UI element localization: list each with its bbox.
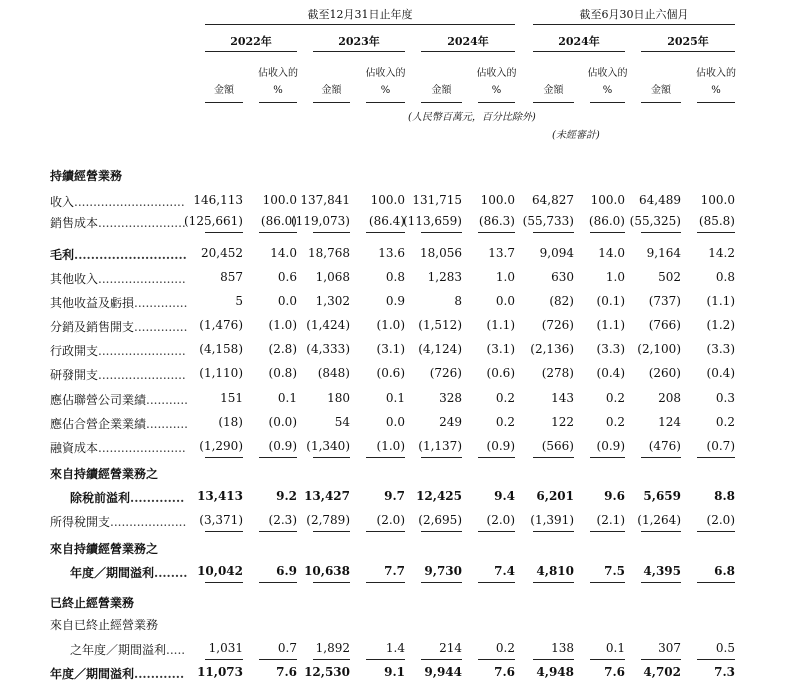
cell-r19-c0: 1,031 xyxy=(208,641,243,655)
cell-r20-c4: 9,944 xyxy=(424,665,462,679)
cell-r6-c5: (1.1) xyxy=(486,318,515,332)
pct-col-rule-4 xyxy=(697,102,735,103)
row-leader-dots-20: ............ xyxy=(134,667,185,681)
cell-r9-c9: 0.3 xyxy=(715,391,735,405)
underline-r19-c9 xyxy=(697,659,735,660)
cell-r7-c5: (3.1) xyxy=(486,342,515,356)
cell-r4-c5: 1.0 xyxy=(495,270,515,284)
cell-r11-c0: (1,290) xyxy=(199,439,243,453)
row-leader-dots-16: ........ xyxy=(154,566,188,580)
cell-r13-c8: 5,659 xyxy=(643,489,681,503)
cell-r6-c6: (726) xyxy=(541,318,574,332)
pct-col-rule-3 xyxy=(590,102,625,103)
cell-r3-c8: 9,164 xyxy=(646,246,681,260)
cell-r11-c8: (476) xyxy=(648,439,681,453)
cell-r1-c6: 64,827 xyxy=(532,193,574,207)
cell-r16-c7: 7.5 xyxy=(604,564,625,578)
cell-r10-c9: 0.2 xyxy=(715,415,735,429)
period-header-june-rule xyxy=(533,24,735,25)
cell-r8-c4: (726) xyxy=(429,366,462,380)
amount-col-rule-2 xyxy=(421,102,462,103)
row-label-text-20: 年度／期間溢利 xyxy=(50,667,135,681)
period-header-december: 截至12月31日止年度 xyxy=(307,8,413,21)
underline-r14-c6 xyxy=(533,531,574,532)
cell-r8-c0: (1,110) xyxy=(199,366,243,380)
cell-r4-c0: 857 xyxy=(220,270,243,284)
cell-r19-c2: 1,892 xyxy=(315,641,350,655)
cell-r7-c0: (4,158) xyxy=(199,342,243,356)
cell-r20-c1: 7.6 xyxy=(276,665,297,679)
pct-col-header-line2-2: % xyxy=(491,85,502,96)
cell-r9-c6: 143 xyxy=(551,391,574,405)
underline-r11-c6 xyxy=(533,457,574,458)
cell-r20-c0: 11,073 xyxy=(197,665,243,679)
row-label-text-5: 其他收益及虧損 xyxy=(50,296,135,310)
underline-r19-c3 xyxy=(366,659,405,660)
underline-r19-c2 xyxy=(313,659,350,660)
cell-r2-c5: (86.3) xyxy=(478,214,515,228)
cell-r1-c4: 131,715 xyxy=(412,193,462,207)
cell-r6-c9: (1.2) xyxy=(706,318,735,332)
cell-r13-c2: 13,427 xyxy=(304,489,350,503)
row-label-text-1: 收入 xyxy=(50,195,75,209)
cell-r1-c3: 100.0 xyxy=(370,193,405,207)
cell-r7-c6: (2,136) xyxy=(530,342,574,356)
pct-col-rule-1 xyxy=(366,102,405,103)
underline-r2-c6 xyxy=(533,232,574,233)
underline-r2-c4 xyxy=(421,232,462,233)
underline-r16-c2 xyxy=(313,582,350,583)
amount-col-rule-1 xyxy=(313,102,350,103)
underline-r19-c4 xyxy=(421,659,462,660)
cell-r5-c9: (1.1) xyxy=(706,294,735,308)
cell-r6-c3: (1.0) xyxy=(376,318,405,332)
cell-r16-c4: 9,730 xyxy=(424,564,462,578)
cell-r2-c7: (86.0) xyxy=(588,214,625,228)
underline-r11-c9 xyxy=(697,457,735,458)
year-header-1: 2023年 xyxy=(338,35,380,48)
cell-r13-c9: 8.8 xyxy=(714,489,735,503)
unit-note: (人民幣百萬元，百分比除外) xyxy=(408,112,536,123)
cell-r20-c8: 4,702 xyxy=(643,665,681,679)
cell-r10-c1: (0.0) xyxy=(268,415,297,429)
cell-r10-c0: (18) xyxy=(218,415,243,429)
underline-r19-c7 xyxy=(590,659,625,660)
underline-r2-c8 xyxy=(641,232,681,233)
cell-r1-c1: 100.0 xyxy=(262,193,297,207)
year-rule-3 xyxy=(533,51,625,52)
pct-col-header-line1-4: 佔收入的 xyxy=(696,68,736,79)
cell-r5-c0: 5 xyxy=(235,294,243,308)
underline-r14-c9 xyxy=(697,531,735,532)
row-label-text-9: 應佔聯營公司業績 xyxy=(50,393,147,407)
cell-r10-c2: 54 xyxy=(334,415,350,429)
row-leader-dots-7: ....................... xyxy=(98,344,186,358)
cell-r5-c7: (0.1) xyxy=(596,294,625,308)
cell-r20-c5: 7.6 xyxy=(494,665,515,679)
underline-r16-c3 xyxy=(366,582,405,583)
cell-r8-c7: (0.4) xyxy=(596,366,625,380)
row-label-text-19: 之年度／期間溢利 xyxy=(70,643,167,657)
underline-r11-c8 xyxy=(641,457,681,458)
cell-r9-c5: 0.2 xyxy=(495,391,515,405)
row-leader-dots-9: ........... xyxy=(146,393,188,407)
cell-r3-c0: 20,452 xyxy=(201,246,243,260)
cell-r7-c4: (4,124) xyxy=(418,342,462,356)
cell-r9-c8: 208 xyxy=(658,391,681,405)
underline-r2-c2 xyxy=(313,232,350,233)
cell-r3-c1: 14.0 xyxy=(270,246,297,260)
cell-r19-c3: 1.4 xyxy=(385,641,405,655)
cell-r13-c0: 13,413 xyxy=(197,489,243,503)
cell-r2-c0: (125,661) xyxy=(184,214,243,228)
row-label-15: 來自持續經營業務之 xyxy=(50,542,159,556)
row-leader-dots-6: .............. xyxy=(134,320,188,334)
cell-r1-c2: 137,841 xyxy=(300,193,350,207)
underline-r19-c5 xyxy=(478,659,515,660)
amount-col-rule-0 xyxy=(205,102,243,103)
row-leader-dots-2: ....................... xyxy=(98,216,186,230)
cell-r10-c3: 0.0 xyxy=(385,415,405,429)
cell-r14-c6: (1,391) xyxy=(530,513,574,527)
row-leader-dots-5: .............. xyxy=(134,296,188,310)
underline-r16-c8 xyxy=(641,582,681,583)
cell-r7-c3: (3.1) xyxy=(376,342,405,356)
cell-r4-c8: 502 xyxy=(658,270,681,284)
underline-r14-c2 xyxy=(313,531,350,532)
cell-r9-c4: 328 xyxy=(439,391,462,405)
underline-r2-c0 xyxy=(205,232,243,233)
row-label-text-16: 年度／期間溢利 xyxy=(70,566,155,580)
row-leader-dots-19: ..... xyxy=(166,643,186,657)
cell-r13-c4: 12,425 xyxy=(416,489,462,503)
underline-r14-c7 xyxy=(590,531,625,532)
row-label-18: 來自已終止經營業務 xyxy=(50,618,159,632)
cell-r2-c9: (85.8) xyxy=(698,214,735,228)
cell-r2-c6: (55,733) xyxy=(522,214,574,228)
cell-r19-c7: 0.1 xyxy=(605,641,625,655)
cell-r7-c2: (4,333) xyxy=(306,342,350,356)
cell-r1-c5: 100.0 xyxy=(480,193,515,207)
cell-r13-c6: 6,201 xyxy=(536,489,574,503)
row-label-text-3: 毛利 xyxy=(50,248,75,262)
underline-r11-c2 xyxy=(313,457,350,458)
underline-r11-c1 xyxy=(259,457,297,458)
cell-r4-c4: 1,283 xyxy=(427,270,462,284)
cell-r10-c7: 0.2 xyxy=(605,415,625,429)
cell-r16-c1: 6.9 xyxy=(276,564,297,578)
cell-r20-c3: 9.1 xyxy=(384,665,405,679)
row-label-0: 持續經營業務 xyxy=(50,169,123,183)
cell-r3-c7: 14.0 xyxy=(598,246,625,260)
cell-r2-c3: (86.4) xyxy=(368,214,405,228)
underline-r2-c9 xyxy=(697,232,735,233)
year-header-2: 2024年 xyxy=(447,35,489,48)
pct-col-header-line1-0: 佔收入的 xyxy=(258,68,298,79)
cell-r9-c1: 0.1 xyxy=(277,391,297,405)
row-label-text-14: 所得稅開支 xyxy=(50,515,111,529)
underline-r14-c3 xyxy=(366,531,405,532)
underline-r14-c4 xyxy=(421,531,462,532)
cell-r7-c1: (2.8) xyxy=(268,342,297,356)
cell-r16-c0: 10,042 xyxy=(197,564,243,578)
cell-r19-c4: 214 xyxy=(439,641,462,655)
cell-r16-c3: 7.7 xyxy=(384,564,405,578)
underline-r16-c6 xyxy=(533,582,574,583)
cell-r9-c2: 180 xyxy=(327,391,350,405)
row-label-text-8: 研發開支 xyxy=(50,368,99,382)
cell-r11-c6: (566) xyxy=(541,439,574,453)
row-label-text-6: 分銷及銷售開支 xyxy=(50,320,135,334)
cell-r1-c8: 64,489 xyxy=(639,193,681,207)
year-rule-4 xyxy=(641,51,735,52)
underline-r16-c7 xyxy=(590,582,625,583)
underline-r19-c1 xyxy=(259,659,297,660)
year-rule-1 xyxy=(313,51,405,52)
row-leader-dots-11: ....................... xyxy=(98,441,186,455)
row-leader-dots-1: ............................. xyxy=(74,195,185,209)
cell-r4-c1: 0.6 xyxy=(277,270,297,284)
cell-r3-c5: 13.7 xyxy=(488,246,515,260)
row-label-12: 來自持續經營業務之 xyxy=(50,467,159,481)
underline-r14-c1 xyxy=(259,531,297,532)
cell-r2-c1: (86.0) xyxy=(260,214,297,228)
amount-col-header-2: 金額 xyxy=(431,85,452,96)
cell-r6-c8: (766) xyxy=(648,318,681,332)
row-leader-dots-4: ....................... xyxy=(98,272,186,286)
cell-r19-c1: 0.7 xyxy=(277,641,297,655)
cell-r8-c5: (0.6) xyxy=(486,366,515,380)
underline-r2-c1 xyxy=(259,232,297,233)
cell-r8-c8: (260) xyxy=(648,366,681,380)
year-header-3: 2024年 xyxy=(558,35,600,48)
underline-r14-c5 xyxy=(478,531,515,532)
underline-r19-c0 xyxy=(205,659,243,660)
underline-r11-c4 xyxy=(421,457,462,458)
cell-r5-c2: 1,302 xyxy=(315,294,350,308)
cell-r2-c4: (113,659) xyxy=(403,214,462,228)
underline-r14-c0 xyxy=(205,531,243,532)
underline-r11-c0 xyxy=(205,457,243,458)
cell-r3-c9: 14.2 xyxy=(708,246,735,260)
cell-r19-c8: 307 xyxy=(658,641,681,655)
cell-r11-c9: (0.7) xyxy=(706,439,735,453)
cell-r10-c4: 249 xyxy=(439,415,462,429)
row-leader-dots-8: ....................... xyxy=(98,368,186,382)
amount-col-rule-3 xyxy=(533,102,574,103)
cell-r14-c9: (2.0) xyxy=(706,513,735,527)
cell-r13-c7: 9.6 xyxy=(604,489,625,503)
cell-r5-c6: (82) xyxy=(549,294,574,308)
pct-col-header-line1-2: 佔收入的 xyxy=(476,68,517,79)
cell-r5-c5: 0.0 xyxy=(495,294,515,308)
cell-r8-c6: (278) xyxy=(541,366,574,380)
cell-r13-c3: 9.7 xyxy=(384,489,405,503)
amount-col-header-3: 金額 xyxy=(543,85,564,96)
year-header-4: 2025年 xyxy=(667,35,709,48)
underline-r19-c6 xyxy=(533,659,574,660)
cell-r4-c6: 630 xyxy=(551,270,574,284)
pct-col-rule-2 xyxy=(478,102,515,103)
cell-r5-c3: 0.9 xyxy=(385,294,405,308)
row-label-text-13: 除稅前溢利 xyxy=(70,491,131,505)
pct-col-header-line2-4: % xyxy=(711,85,721,96)
cell-r13-c5: 9.4 xyxy=(494,489,515,503)
cell-r3-c6: 9,094 xyxy=(539,246,574,260)
row-leader-dots-3: ........................... xyxy=(74,248,187,262)
cell-r9-c7: 0.2 xyxy=(605,391,625,405)
cell-r16-c2: 10,638 xyxy=(304,564,350,578)
cell-r13-c1: 9.2 xyxy=(276,489,297,503)
cell-r14-c0: (3,371) xyxy=(199,513,243,527)
cell-r6-c4: (1,512) xyxy=(418,318,462,332)
cell-r11-c3: (1.0) xyxy=(376,439,405,453)
row-leader-dots-14: .................... xyxy=(110,515,187,529)
cell-r14-c8: (1,264) xyxy=(637,513,681,527)
cell-r14-c3: (2.0) xyxy=(376,513,405,527)
cell-r19-c5: 0.2 xyxy=(495,641,515,655)
cell-r14-c5: (2.0) xyxy=(486,513,515,527)
cell-r8-c9: (0.4) xyxy=(706,366,735,380)
cell-r4-c3: 0.8 xyxy=(385,270,405,284)
cell-r5-c8: (737) xyxy=(648,294,681,308)
underline-r2-c5 xyxy=(478,232,515,233)
cell-r16-c6: 4,810 xyxy=(536,564,574,578)
underline-r16-c5 xyxy=(478,582,515,583)
cell-r16-c5: 7.4 xyxy=(494,564,515,578)
cell-r3-c2: 18,768 xyxy=(308,246,350,260)
cell-r8-c1: (0.8) xyxy=(268,366,297,380)
year-rule-0 xyxy=(205,51,297,52)
cell-r19-c6: 138 xyxy=(551,641,574,655)
cell-r11-c1: (0.9) xyxy=(268,439,297,453)
pct-col-header-line2-3: % xyxy=(602,85,613,96)
underline-r11-c5 xyxy=(478,457,515,458)
row-label-text-7: 行政開支 xyxy=(50,344,99,358)
cell-r4-c2: 1,068 xyxy=(315,270,350,284)
cell-r5-c4: 8 xyxy=(454,294,462,308)
cell-r20-c6: 4,948 xyxy=(536,665,574,679)
cell-r11-c5: (0.9) xyxy=(486,439,515,453)
underline-r19-c8 xyxy=(641,659,681,660)
cell-r9-c0: 151 xyxy=(220,391,243,405)
cell-r14-c2: (2,789) xyxy=(306,513,350,527)
cell-r20-c7: 7.6 xyxy=(604,665,625,679)
cell-r10-c8: 124 xyxy=(658,415,681,429)
cell-r20-c9: 7.3 xyxy=(714,665,735,679)
cell-r7-c8: (2,100) xyxy=(637,342,681,356)
year-rule-2 xyxy=(421,51,515,52)
underline-r16-c0 xyxy=(205,582,243,583)
year-header-0: 2022年 xyxy=(230,35,272,48)
cell-r7-c7: (3.3) xyxy=(596,342,625,356)
pct-col-header-line2-1: % xyxy=(380,85,391,96)
period-header-june: 截至6月30日止六個月 xyxy=(579,8,689,21)
amount-col-header-4: 金額 xyxy=(651,85,671,96)
pct-col-rule-0 xyxy=(259,102,297,103)
pct-col-header-line2-0: % xyxy=(273,85,283,96)
underline-r16-c4 xyxy=(421,582,462,583)
underline-r16-c1 xyxy=(259,582,297,583)
cell-r3-c4: 18,056 xyxy=(420,246,462,260)
cell-r8-c3: (0.6) xyxy=(376,366,405,380)
cell-r10-c5: 0.2 xyxy=(495,415,515,429)
cell-r8-c2: (848) xyxy=(317,366,350,380)
period-header-december-rule xyxy=(205,24,515,25)
cell-r1-c0: 146,113 xyxy=(193,193,243,207)
cell-r2-c8: (55,325) xyxy=(629,214,681,228)
cell-r11-c4: (1,137) xyxy=(418,439,462,453)
underline-r2-c7 xyxy=(590,232,625,233)
cell-r4-c7: 1.0 xyxy=(605,270,625,284)
underline-r16-c9 xyxy=(697,582,735,583)
cell-r19-c9: 0.5 xyxy=(715,641,735,655)
cell-r6-c1: (1.0) xyxy=(268,318,297,332)
cell-r1-c7: 100.0 xyxy=(590,193,625,207)
pct-col-header-line1-3: 佔收入的 xyxy=(587,68,628,79)
row-label-text-4: 其他收入 xyxy=(50,272,99,286)
cell-r1-c9: 100.0 xyxy=(700,193,735,207)
pct-col-header-line1-1: 佔收入的 xyxy=(365,68,406,79)
cell-r6-c0: (1,476) xyxy=(199,318,243,332)
cell-r3-c3: 13.6 xyxy=(378,246,405,260)
cell-r10-c6: 122 xyxy=(551,415,574,429)
cell-r14-c1: (2.3) xyxy=(268,513,297,527)
row-label-text-2: 銷售成本 xyxy=(50,216,99,230)
cell-r20-c2: 12,530 xyxy=(304,665,350,679)
cell-r9-c3: 0.1 xyxy=(385,391,405,405)
cell-r4-c9: 0.8 xyxy=(715,270,735,284)
cell-r16-c9: 6.8 xyxy=(714,564,735,578)
cell-r6-c7: (1.1) xyxy=(596,318,625,332)
cell-r11-c2: (1,340) xyxy=(306,439,350,453)
row-leader-dots-13: ............. xyxy=(130,491,185,505)
cell-r6-c2: (1,424) xyxy=(306,318,350,332)
row-label-17: 已終止經營業務 xyxy=(50,596,135,610)
row-label-text-10: 應佔合營企業業績 xyxy=(50,417,147,431)
underline-r11-c3 xyxy=(366,457,405,458)
amount-col-header-1: 金額 xyxy=(321,85,342,96)
underline-r2-c3 xyxy=(366,232,405,233)
cell-r2-c2: (119,073) xyxy=(291,214,350,228)
cell-r16-c8: 4,395 xyxy=(643,564,681,578)
cell-r5-c1: 0.0 xyxy=(277,294,297,308)
underline-r14-c8 xyxy=(641,531,681,532)
cell-r11-c7: (0.9) xyxy=(596,439,625,453)
row-leader-dots-10: ........... xyxy=(146,417,188,431)
underline-r11-c7 xyxy=(590,457,625,458)
unaudited-note: (未經審計) xyxy=(552,130,600,141)
amount-col-header-0: 金額 xyxy=(214,85,234,96)
cell-r14-c7: (2.1) xyxy=(596,513,625,527)
cell-r7-c9: (3.3) xyxy=(706,342,735,356)
amount-col-rule-4 xyxy=(641,102,681,103)
row-label-text-11: 融資成本 xyxy=(50,441,99,455)
cell-r14-c4: (2,695) xyxy=(418,513,462,527)
